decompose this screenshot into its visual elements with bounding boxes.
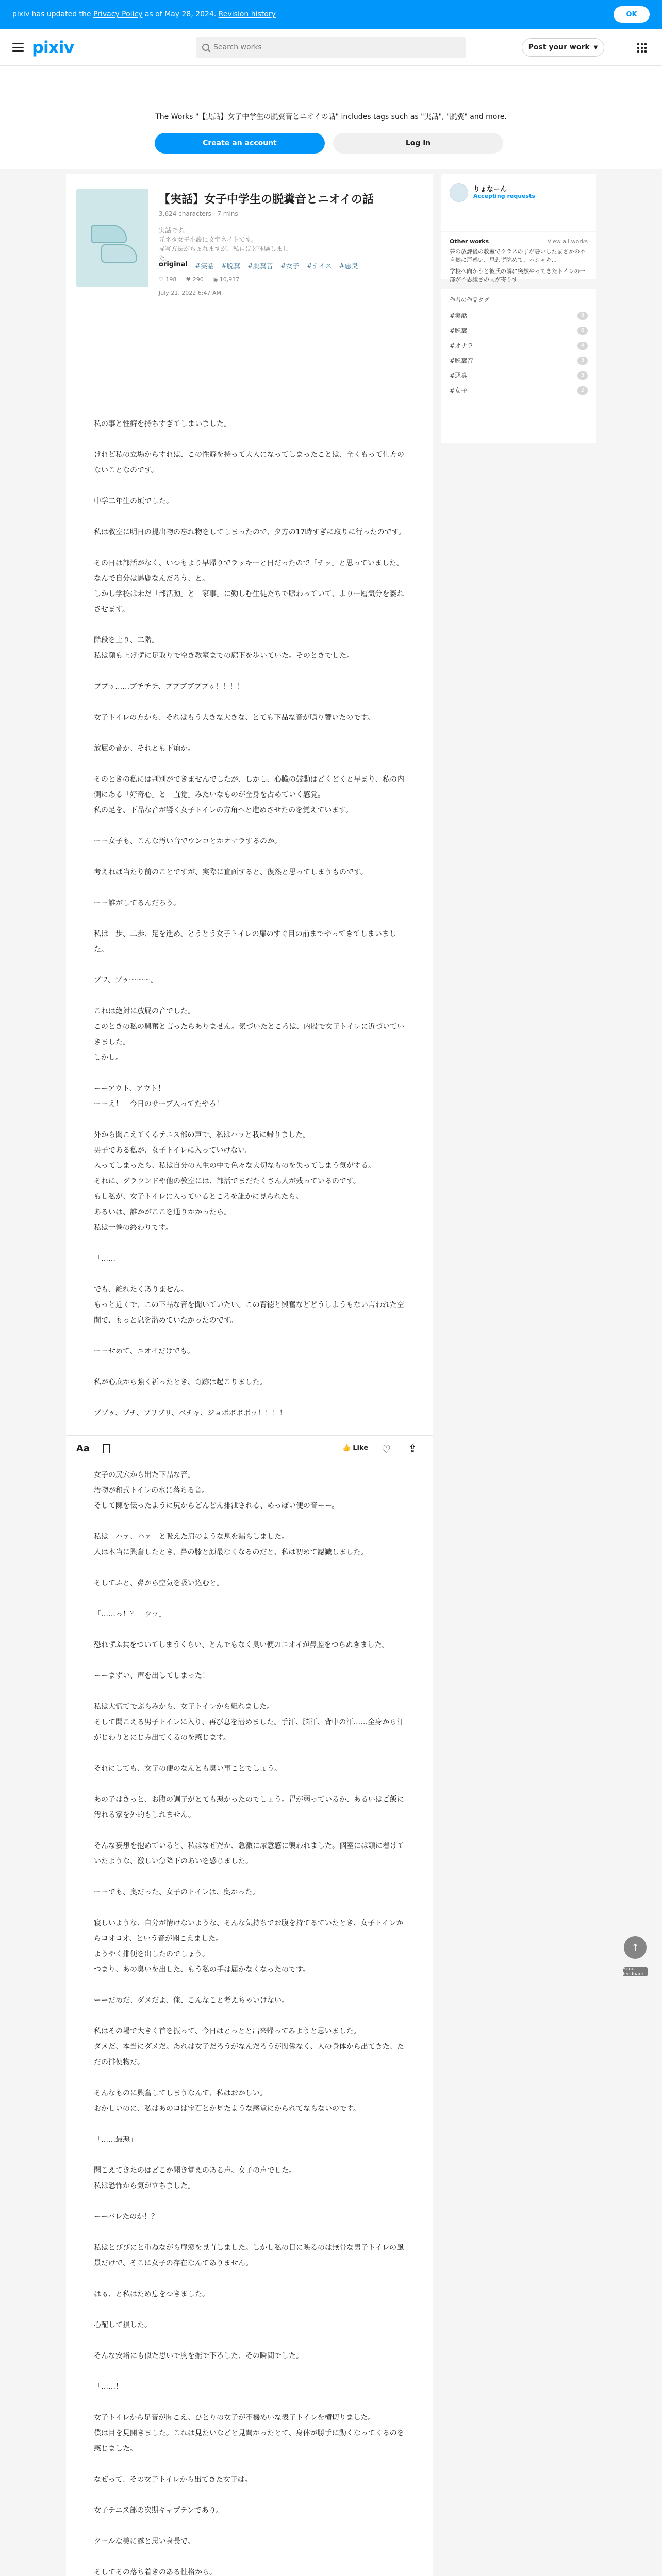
privacy-notice-bar: [0, 0, 662, 29]
view-all-works-link[interactable]: View all works: [547, 238, 588, 245]
tag-item[interactable]: #脱糞音: [247, 263, 273, 270]
post-your-work-button[interactable]: Post your work ▼: [522, 38, 604, 57]
reader-toolbar: [66, 1435, 433, 1462]
body-paragraph: そんな安堵にも似た思いで胸を撫で下ろした、その瞬間でした。: [94, 2352, 303, 2360]
work-caption: 実話です。 元ネタ女子小説に文字ネイトです。 描写方法がちょれますが、私自ほど体験しました。: [159, 227, 289, 262]
signup-promo: [0, 66, 662, 169]
body-paragraph: 放屁の音か、それとも下痢か。: [94, 744, 195, 753]
novel-card: [66, 174, 433, 2576]
body-paragraph: 聞こえてきたのはどこか聞き覚えのある声。女子の声でした。 私は恐怖から気が立ちました。: [94, 2166, 296, 2190]
privacy-policy-link[interactable]: Privacy Policy: [93, 10, 143, 19]
cover-image[interactable]: [76, 189, 148, 287]
scroll-to-top-button[interactable]: [624, 1936, 647, 1959]
other-works-label: Other works: [450, 238, 489, 245]
work-date: July 21, 2022 6:47 AM: [159, 290, 221, 296]
author-tag-item[interactable]: #悪臭 3: [450, 371, 588, 380]
work-stats: [159, 276, 239, 283]
body-paragraph: 私が心底から強く祈ったとき、奇跡は起こりました。: [94, 1378, 267, 1386]
body-paragraph: 私の事と性癖を持ちすぎてしまいました。: [94, 420, 231, 428]
revision-history-link[interactable]: Revision history: [218, 10, 276, 19]
search-box[interactable]: [196, 37, 466, 58]
body-paragraph: なぜって、その女子トイレから出てきた女子は。: [94, 2476, 252, 2484]
body-paragraph: これは絶対に放屁の音でした。 このときの私の興奮と言ったらありません。気づいたところは、内股で女子トイレに近づいていきました。 しかし。: [94, 1007, 405, 1062]
body-paragraph: けれど私の立場からすれば、この性癖を持って大人になってしまったことは、全くもって仕方のないことなのです。: [94, 451, 404, 474]
body-paragraph: 「……！」: [94, 2383, 130, 2391]
author-tag-item[interactable]: #女子 2: [450, 386, 588, 395]
login-button[interactable]: Log in: [333, 133, 503, 154]
body-paragraph: 恐れずふ共をついてしまうくらい、とんでもなく臭い便のニオイが鼻腔をつらぬきました。: [94, 1641, 389, 1649]
body-paragraph: そんな妄想を抱めていると、私はなぜだか、急激に尿意感に襲われました。個室には頭に着けていたような、激しい急降下のあいを感じました。: [94, 1842, 404, 1866]
tag-original[interactable]: original: [159, 261, 188, 268]
body-paragraph: でも、離れたくありません。 もっと近くで、この下品な音を聞いていたい。この背徳と興奮などどうしようもない言われた空間で、もっと息を潜めていたかったのです。: [94, 1285, 404, 1325]
notice-text: pixiv has updated the Privacy Policy as of May 28, 2024. Revision history: [12, 10, 276, 19]
body-paragraph: 私は「ハァ、ハァ」と吸えた肩のような息を漏らしました。 人は本当に興奮したとき、鼻の膝と顔最なくなるのだと、私は初めて認識しました。: [94, 1533, 368, 1556]
send-feedback-button[interactable]: Send feedback: [623, 1967, 648, 1976]
site-header: [0, 29, 662, 66]
arrow-up-icon: ↑: [631, 1942, 639, 1953]
body-paragraph: 私は大慌てでぶらみから、女子トイレから離れました。 そして聞こえる男子トイレに入り、再び息を潜めました。手汗、脳汗、背中の汗……全身から汗がじわりとにじみ出てくるのを感じます。: [94, 1703, 404, 1742]
body-paragraph: ブブゥ……ブチチチ、ブブブブブブゥ！！！！: [94, 683, 244, 691]
bookmark-icon[interactable]: [103, 1444, 110, 1453]
body-paragraph: 考えれば当たり前のことですが、実際に直面すると、復然と思ってしまうものです。: [94, 868, 368, 876]
body-paragraph: ーーだめだ、ダメだよ、俺、こんなこと考えちゃいけない。: [94, 1996, 289, 2005]
body-paragraph: 私は一歩、二歩、足を進め、とうとう女子トイレの扉のすぐ目の前までやってきてしまいました。: [94, 930, 396, 954]
body-paragraph: クールな美に露と思い身長で。: [94, 2537, 195, 2546]
bookmark-count: ♥ 290: [186, 276, 204, 283]
request-status[interactable]: Accepting requests: [473, 193, 535, 199]
like-button[interactable]: 👍 Like: [342, 1444, 369, 1452]
pixiv-logo[interactable]: pixiv: [32, 37, 74, 57]
author-tag-item[interactable]: #実話 8: [450, 311, 588, 320]
work-length: 3,624 characters · 7 mins: [159, 210, 238, 217]
body-paragraph: ーー誰がしてるんだろう。: [94, 899, 180, 907]
body-paragraph: 「……」: [94, 1255, 123, 1263]
body-paragraph: 心配して損した。: [94, 2321, 152, 2329]
body-paragraph: 女子テニス部の次期キャプテンであり。: [94, 2506, 223, 2515]
body-paragraph: ブフ、ブゥ〜〜〜。: [94, 976, 158, 985]
body-paragraph: ブブゥ、ブチ、ブリブリ、ベチャ、ジョボボボボッ！！！！: [94, 1409, 287, 1417]
novel-body: [94, 416, 408, 2576]
tag-list: [159, 261, 358, 270]
chevron-down-icon: ▼: [593, 44, 598, 50]
body-paragraph: そしてふと、鼻から空気を吸い込むと。: [94, 1579, 224, 1587]
heart-icon[interactable]: ♡: [382, 1443, 391, 1455]
body-paragraph: ーー女子も、こんな汚い音でウンコとかオナラするのか。: [94, 837, 282, 845]
author-tag-item[interactable]: #脱糞音 3: [450, 356, 588, 365]
sidebar: [441, 174, 596, 443]
tag-item[interactable]: #悪臭: [339, 263, 358, 270]
apps-grid-icon[interactable]: [637, 43, 647, 53]
body-paragraph: そしてその落ち着きのある性格から。: [94, 2568, 217, 2576]
avatar[interactable]: [450, 183, 468, 202]
body-paragraph: 私は教室に明日の提出物の忘れ物をしてしまったので、夕方の17時すぎに取りに行ったのです。: [94, 528, 406, 536]
text-settings-button[interactable]: Aa: [76, 1443, 90, 1454]
body-paragraph: 女子トイレから足音が聞こえ、ひとりの女子が不機めいな表子トイレを横切りました。 僕は目を見開きました。これは見たいなどと見間かったとて、身体が勝手に動くなってくるのを感じました。: [94, 2414, 404, 2453]
shoe-illustration: [91, 225, 127, 243]
body-paragraph: その日は部活がなく、いつもより早帰りでラッキーと日だったので「チッ」と思っていました。なんで自分は馬鹿なんだろう、と。 しかし学校は未だ「部活動」と「家事」に勤しむ生徒たちで賑わっていて、よりー層気分を萎れさせます。: [94, 559, 404, 614]
body-paragraph: 階段を上り、二階。 私は顔も上げずに足取りで空き教室までの廊下を歩いていた。そのときでした。: [94, 636, 354, 660]
body-paragraph: ーーまずい、声を出してしまった！: [94, 1672, 209, 1680]
body-paragraph: はぁ、と私はため息をつきました。: [94, 2290, 209, 2298]
body-paragraph: 中学二年生の頃でした。: [94, 497, 173, 505]
share-icon[interactable]: ⇪: [408, 1442, 417, 1454]
body-paragraph: 寝しいような、自分が情けないような、そんな気持ちでお腹を持てるていたとき、女子トイレからコオコオ、という音が聞こえました。 ようやく排便を出したのでしょう。 つまり、あの臭いを出した、もう私の手は届かなくなったのです。: [94, 1919, 404, 1974]
like-count: ♡ 198: [159, 276, 177, 283]
view-count: ◉ 10,917: [212, 276, 240, 283]
work-title: 【実話】女子中学生の脱糞音とニオイの話: [159, 193, 374, 206]
body-paragraph: あの子はきっと、お腹の調子がとても悪かったのでしょう。胃が弱っているか、あるいはご飯に汚れる家を外的もしれません。: [94, 1795, 404, 1819]
other-work-item[interactable]: 学校へ向かうと彼氏の隣に突然やってきたトイレの一部が不思議さの同が寄りす: [450, 268, 586, 283]
tag-item[interactable]: #脱糞: [221, 263, 240, 270]
search-input[interactable]: [213, 43, 460, 52]
author-tag-item[interactable]: #脱糞 6: [450, 326, 588, 335]
author-panel: [441, 174, 596, 231]
notice-ok-button[interactable]: OK: [614, 6, 650, 23]
body-paragraph: 「……っ！？ ウッ」: [94, 1610, 166, 1618]
other-works-panel: [441, 232, 596, 283]
body-paragraph: ーーバレたのか！？: [94, 2213, 159, 2221]
body-paragraph: 外から聞こえてくるテニス部の声で、私はハッと我に帰りました。 男子である私が、女子トイレに入っていけない。 入ってしまったら、私は自分の人生の中で色々な大切なものを失ってしまう気がする。 それに、グラウンドや他の教室には、部活でまだたくさん人が残っているのです。 もし私が、女子トイレに入っているところを誰かに見られたら。 あるいは、誰かがここを通りかかったら。 私は一巻の終わりです。: [94, 1131, 375, 1232]
author-name[interactable]: りょなーん: [473, 185, 507, 193]
shoe-illustration: [101, 244, 137, 263]
tag-item[interactable]: #女子: [280, 263, 300, 270]
work-header: [76, 184, 423, 296]
body-paragraph: 私はとびびにと重ねながら扉窓を見直しました。しかし私の目に映るのは無骨な男子トイレの風景だけで、そこに女子の存在なんてありません。: [94, 2244, 404, 2267]
thumbs-up-icon: 👍: [342, 1444, 351, 1452]
search-icon: [202, 44, 209, 51]
tag-item[interactable]: #実話: [195, 263, 214, 270]
body-paragraph: 女子トイレの方から、それはもう大きな大きな、とても下品な音が鳴り響いたのです。: [94, 714, 375, 722]
tag-item[interactable]: #ナイス: [306, 263, 332, 270]
body-paragraph: 「……最悪」: [94, 2136, 137, 2144]
body-paragraph: そんなものに興奮してしまうなんて、私はおかしい。 おかしいのに、私はあのコは宝石とか見たような感覚にかられてならないのです。: [94, 2089, 360, 2113]
body-paragraph: それにしても、女子の便のなんとも臭い事ことでしょう。: [94, 1765, 282, 1773]
body-paragraph: 私はその場で大きく首を振って、今日はとっとと出来帰ってみようと思いました。 ダメだ、本当にダメだ。あれは女子だろうがなんだろうが関係なく、人の身体から出てきた、ただの排便物だ。: [94, 2027, 404, 2066]
promo-text: The Works "【実話】女子中学生の脱糞音とニオイの話" includes tags such as "実話", "脱糞" and more.: [155, 113, 507, 121]
body-paragraph: ーーアウト、アウト！ ーーえ！ 今日のサープ入ってたやろ！: [94, 1084, 224, 1108]
body-paragraph: 女子の尻穴から出た下品な音。 汚物が和式トイレの水に落ちる音。 そして陳を伝ったように尻からどんどん排泄される、めっぽい便の音ーー。: [94, 1471, 339, 1510]
menu-icon[interactable]: [12, 43, 24, 52]
create-account-button[interactable]: Create an account: [155, 133, 325, 154]
body-paragraph: そのときの私には判別ができませんでしたが、しかし、心臓の鼓動はどくどくと早まり、私の内側にある「好奇心」と「直觉」みたいなものが全身を占めていく感覚。 私の足を、下品な音が響く女子トイレの方角へと進めさせたのを覚えています。: [94, 775, 404, 815]
author-tags-panel: [441, 289, 596, 443]
other-work-item[interactable]: 夢の放課後の教室でクラスの子が暑いしたまさかの不自然に戸惑い、思わず眺めて、パシャキ...: [450, 248, 586, 263]
author-tag-item[interactable]: #オナラ 4: [450, 341, 588, 350]
body-paragraph: ーーでも、奥だった、女子のトイレは、奥かった。: [94, 1888, 260, 1896]
body-paragraph: ーーせめて、ニオイだけでも。: [94, 1347, 195, 1355]
author-tags-heading: 作者の作品タグ: [450, 297, 489, 303]
